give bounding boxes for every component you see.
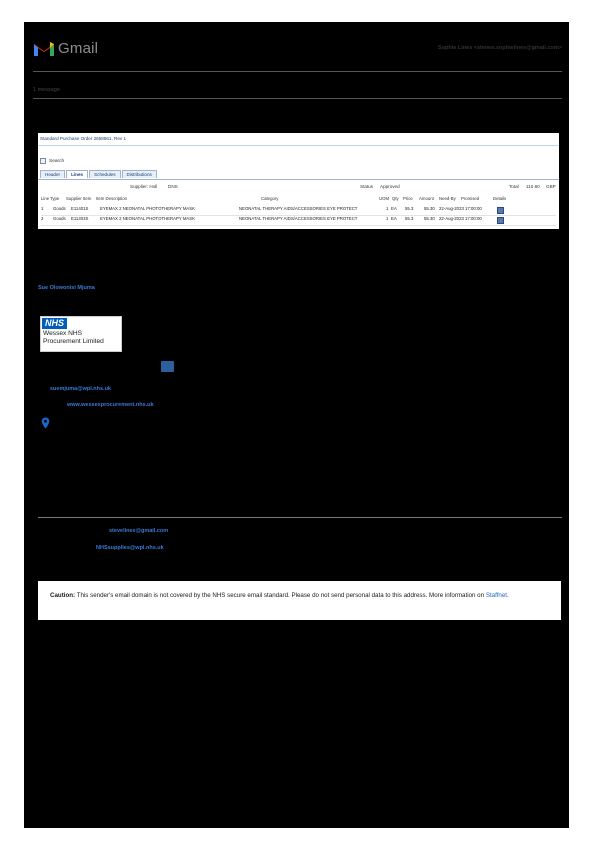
cell-type: Goods [53, 216, 66, 221]
cell-price: 55.3 [405, 216, 414, 221]
cell-description: EYEMAX 2 NEONATAL PHOTOTHERAPY MASK [100, 216, 196, 221]
tab-distributions[interactable]: Distributions [122, 170, 157, 178]
cell-need-by: 22-Aug-2023 17:00:00 [439, 216, 482, 221]
col-uom: UOM [379, 196, 390, 201]
cell-qty: 1 [386, 206, 389, 211]
col-qty: Qty [392, 196, 399, 201]
search-toggle[interactable] [40, 158, 64, 164]
cell-line: 1 [41, 206, 44, 211]
table-row [41, 216, 556, 226]
cell-line: 2 [41, 216, 44, 221]
tab-header[interactable]: Header [40, 170, 65, 178]
cell-category: NEONATAL THERAPY AIDS/ACCESSORIES EYE PROTECT [239, 216, 358, 221]
caution-banner [38, 581, 561, 620]
cell-uom: EA [391, 216, 397, 221]
cell-item: E11401S [71, 206, 89, 211]
gmail-logo [33, 40, 98, 57]
cell-qty: 1 [386, 216, 389, 221]
col-type: Type [50, 196, 60, 201]
nhs-badge: NHS [42, 318, 67, 329]
col-category: Category [261, 196, 279, 201]
col-line: Line [41, 196, 50, 201]
col-supplier-item: Supplier Item [66, 196, 92, 201]
tab-schedules[interactable]: Schedules [89, 170, 120, 178]
supplier-value: DNS [168, 184, 178, 189]
divider [38, 517, 562, 518]
logo-line-2: Procurement Limited [43, 338, 104, 345]
to-email-link[interactable]: NHSsupplies@wpl.nhs.uk [96, 545, 164, 551]
po-screenshot [38, 133, 559, 229]
website-link[interactable]: www.wessexprocurement.nhs.uk [67, 402, 154, 408]
nhs-logo [40, 316, 122, 352]
po-separator [38, 145, 559, 146]
cell-type: Goods [53, 206, 66, 211]
details-icon[interactable] [497, 217, 504, 224]
cell-category: NEONATAL THERAPY AIDS/ACCESSORIES EYE PROTECT [239, 206, 358, 211]
signature-email-link[interactable]: suemjuma@wpl.nhs.uk [50, 386, 111, 392]
search-label: Search [49, 158, 65, 164]
po-tabs [40, 170, 158, 178]
details-icon[interactable] [497, 207, 504, 214]
cell-amount: 55.30 [424, 206, 435, 211]
currency: GBP [546, 184, 556, 189]
col-amount: Amount [419, 196, 434, 201]
cell-need-by: 22-Aug-2023 17:00:00 [439, 206, 482, 211]
gmail-m-icon [33, 41, 55, 57]
logo-line-1: Wessex NHS [43, 330, 83, 337]
cell-uom: EA [391, 206, 397, 211]
total-value: 110.60 [526, 184, 540, 189]
message-count: 1 message [33, 87, 60, 93]
signature-name: Sue Olowonisi Mjuma [38, 285, 95, 291]
caution-message: This sender's email domain is not covered by the NHS secure email standard. Please do not send personal data to this address. More information on [76, 592, 485, 599]
supplier-label: Supplier: Holl [130, 184, 158, 189]
col-price: Price [403, 196, 413, 201]
gmail-wordmark: Gmail [58, 40, 99, 57]
caution-text [50, 591, 549, 600]
caution-label: Caution: [50, 592, 76, 599]
cell-description: EYEMAX 2 NEONATAL PHOTOTHERAPY MASK [100, 206, 196, 211]
staffnet-link[interactable]: Staffnet [485, 592, 508, 599]
tab-lines[interactable]: Lines [66, 170, 88, 178]
table-row [41, 206, 556, 216]
lines-panel [38, 179, 559, 229]
po-title: Standard Purchase Order 2658561, Rev 1 [40, 136, 127, 141]
col-details: Details [493, 196, 507, 201]
total-label: Total [509, 184, 519, 189]
location-pin-icon[interactable] [41, 417, 50, 429]
status-value: Approved [380, 184, 400, 189]
sender-line: Sophie Lines <steven.sophielines@gmail.com> [438, 45, 562, 51]
linkedin-icon[interactable] [161, 361, 174, 372]
cell-amount: 55.30 [424, 216, 435, 221]
divider [33, 71, 562, 72]
col-promised: Promised [461, 196, 480, 201]
cell-item: E11403S [71, 216, 89, 221]
search-expand-icon[interactable] [40, 158, 46, 164]
status-label: Status [360, 184, 374, 189]
divider [33, 98, 562, 99]
col-need-by: Need-By [439, 196, 456, 201]
caution-end: . [507, 592, 509, 599]
cell-price: 55.3 [405, 206, 414, 211]
from-email-link[interactable]: stevelines@gmail.com [109, 528, 169, 534]
col-item-description: Item Description [96, 196, 128, 201]
